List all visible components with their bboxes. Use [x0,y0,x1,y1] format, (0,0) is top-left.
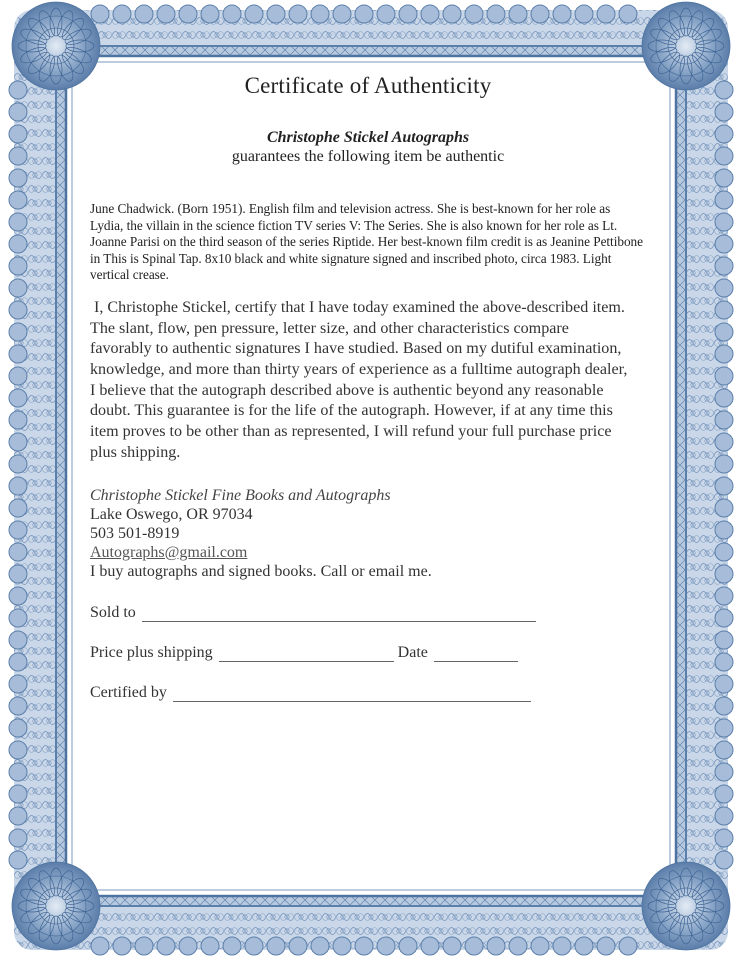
business-name: Christophe Stickel Fine Books and Autographs [90,486,391,504]
sold-to-field[interactable] [142,607,536,622]
certification-statement [90,298,630,464]
certified-by-row [90,684,648,702]
certificate-body [88,68,648,702]
price-label: Price plus shipping [90,643,213,661]
date-field[interactable] [434,647,518,662]
certified-by-label: Certified by [90,683,167,701]
contact-block [90,486,648,581]
certified-by-field[interactable] [173,687,531,702]
sold-to-row [90,604,648,622]
guarantee-line: guarantees the following item be authentic [231,148,505,165]
email-link[interactable]: Autographs@gmail.com [90,543,248,561]
phone-number: 503 501-8919 [90,524,180,542]
item-description: June Chadwick. (Born 1951). English film and television actress. She is best-known for her role as Lydia, the villain in the science fiction TV series V: The Series. She is also known for her role as Lt. Joanne Parisi on the third season of the series Riptide. Her best-known film credit is as Jeanine Pettibone in This is Spinal Tap. 8x10 black and white signature signed and inscribed photo, circa 1983. Light vertical crease. [90,201,643,283]
sold-to-label: Sold to [90,603,136,621]
price-date-row [90,644,648,662]
certificate-title: Certificate of Authenticity [244,73,492,98]
date-label: Date [397,643,428,661]
city-line: Lake Oswego, OR 97034 [90,505,253,523]
certification-text: I, Christophe Stickel, certify that I have today examined the above-described item. The slant, flow, pen pressure, letter size, and other characteristics compare favorably to authentic signatures I have studied. Based on my dutiful examination, knowledge, and more than thirty years of experience as a fulltime autograph dealer, I believe that the autograph described above is authentic beyond any reasonable doubt. This guarantee is for the life of the autograph. However, if at any time this item proves to be other than as represented, I will refund your full purchase price plus shipping. [90,298,628,461]
price-field[interactable] [219,647,394,662]
company-name: Christophe Stickel Autographs [266,129,470,146]
contact-note: I buy autographs and signed books. Call or email me. [90,562,432,580]
